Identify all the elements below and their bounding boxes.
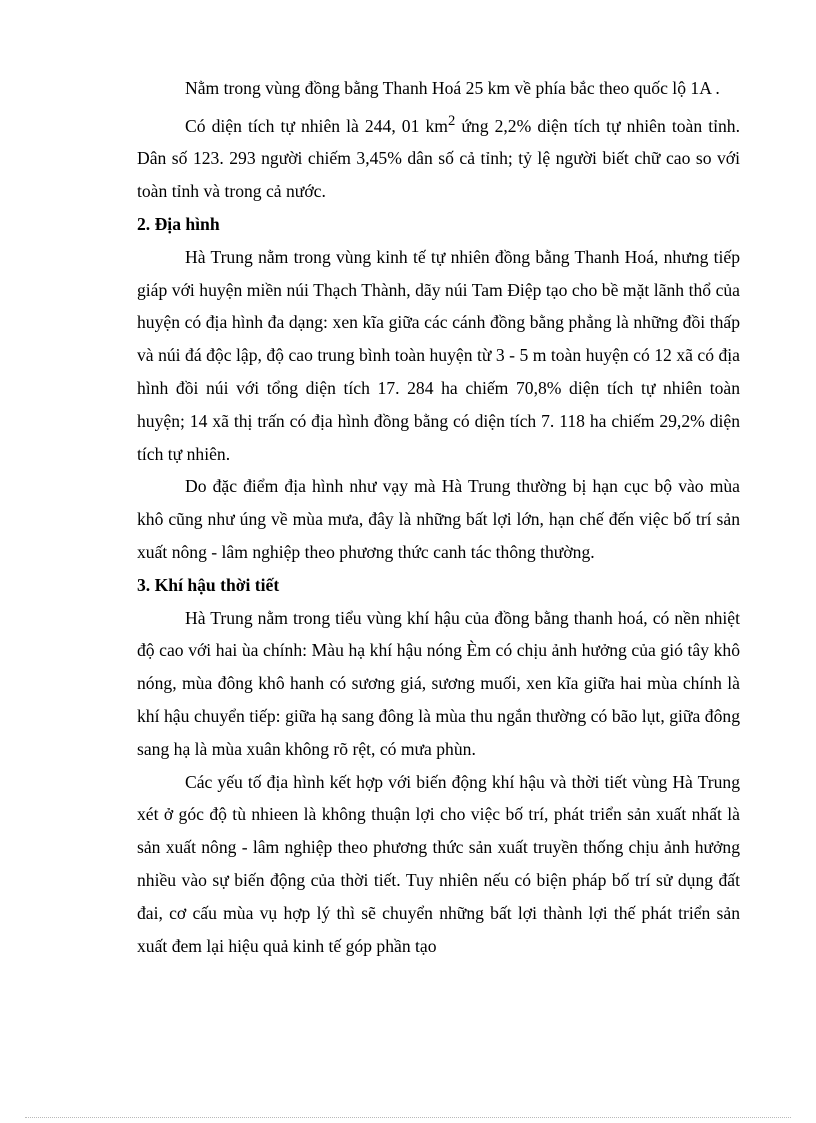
area-text: Có diện tích tự nhiên là 244, 01 km [185,115,448,136]
paragraph-climate: Hà Trung nằm trong tiểu vùng khí hậu của đồng bằng thanh hoá, có nền nhiệt độ cao với hai ùa chính: Màu hạ khí hậu nóng Èm có chịu ảnh hưởng của gió tây khô nóng, mùa đông khô hanh có sương giá, sương muối, xen kĩa giữa hai mùa chính là khí hậu chuyển tiếp: giữa hạ sang đông là mùa thu ngắn thường có bão lụt, giữa đông sang hạ là mùa xuân không rõ rệt, có mưa phùn. [137,607,740,759]
paragraph-terrain-effects: Do đặc điểm địa hình như vạy mà Hà Trung thường bị hạn cục bộ vào mùa khô cũng như úng về mùa mưa, đây là những bất lợi lớn, hạn chế đến việc bố trí sản xuất nông - lâm nghiệp theo phương thức canh tác thông thường. [137,476,740,563]
area-unit-superscript: 2 [447,112,456,129]
document-body [137,72,740,962]
paragraph-area-population [137,105,740,208]
paragraph-location: Nằm trong vùng đồng bằng Thanh Hoá 25 km về phía bắc theo quốc lộ 1A . [185,78,720,98]
paragraph-climate-effects: Các yếu tố địa hình kết hợp với biến động khí hậu và thời tiết vùng Hà Trung xét ở góc độ tù nhieen là không thuận lợi cho việc bố trí, phát triển sản xuất nhất là sản xuất nông - lâm nghiệp theo phương thức sản xuất truyền thống chịu ảnh hưởng nhiều vào sự biến động của thời tiết. Tuy nhiên nếu có biện pháp bố trí sử dụng đất đai, cơ cấu mùa vụ hợp lý thì sẽ chuyển những bất lợi thành lợi thế phát triển sản xuất đem lại hiệu quả kinh tế góp phần tạo [137,771,740,956]
page-footer-divider [25,1117,791,1118]
population-text: ứng 2,2% diện tích tự nhiên toàn tỉnh. Dân số 123. 293 người chiếm 3,45% dân số cả tỉnh; tỷ lệ người biết chữ cao so với toàn tỉnh và trong cả nước. [137,115,740,202]
section-heading-climate: 3. Khí hậu thời tiết [137,574,280,595]
paragraph-terrain: Hà Trung nằm trong vùng kinh tế tự nhiên đồng bằng Thanh Hoá, nhưng tiếp giáp với huyện miền núi Thạch Thành, dãy núi Tam Điệp tạo cho bề mặt lãnh thổ của huyện có địa hình đa dạng: xen kĩa giữa các cánh đồng bằng phẳng là những đồi thấp và núi đá độc lập, độ cao trung bình toàn huyện từ 3 - 5 m toàn huyện có 12 xã có địa hình đồi núi với tổng diện tích 17. 284 ha chiếm 70,8% diện tích tự nhiên toàn huyện; 14 xã thị trấn có địa hình đồng bằng có diện tích 7. 118 ha chiếm 29,2% diện tích tự nhiên. [137,246,740,464]
section-heading-terrain: 2. Địa hình [137,214,220,235]
